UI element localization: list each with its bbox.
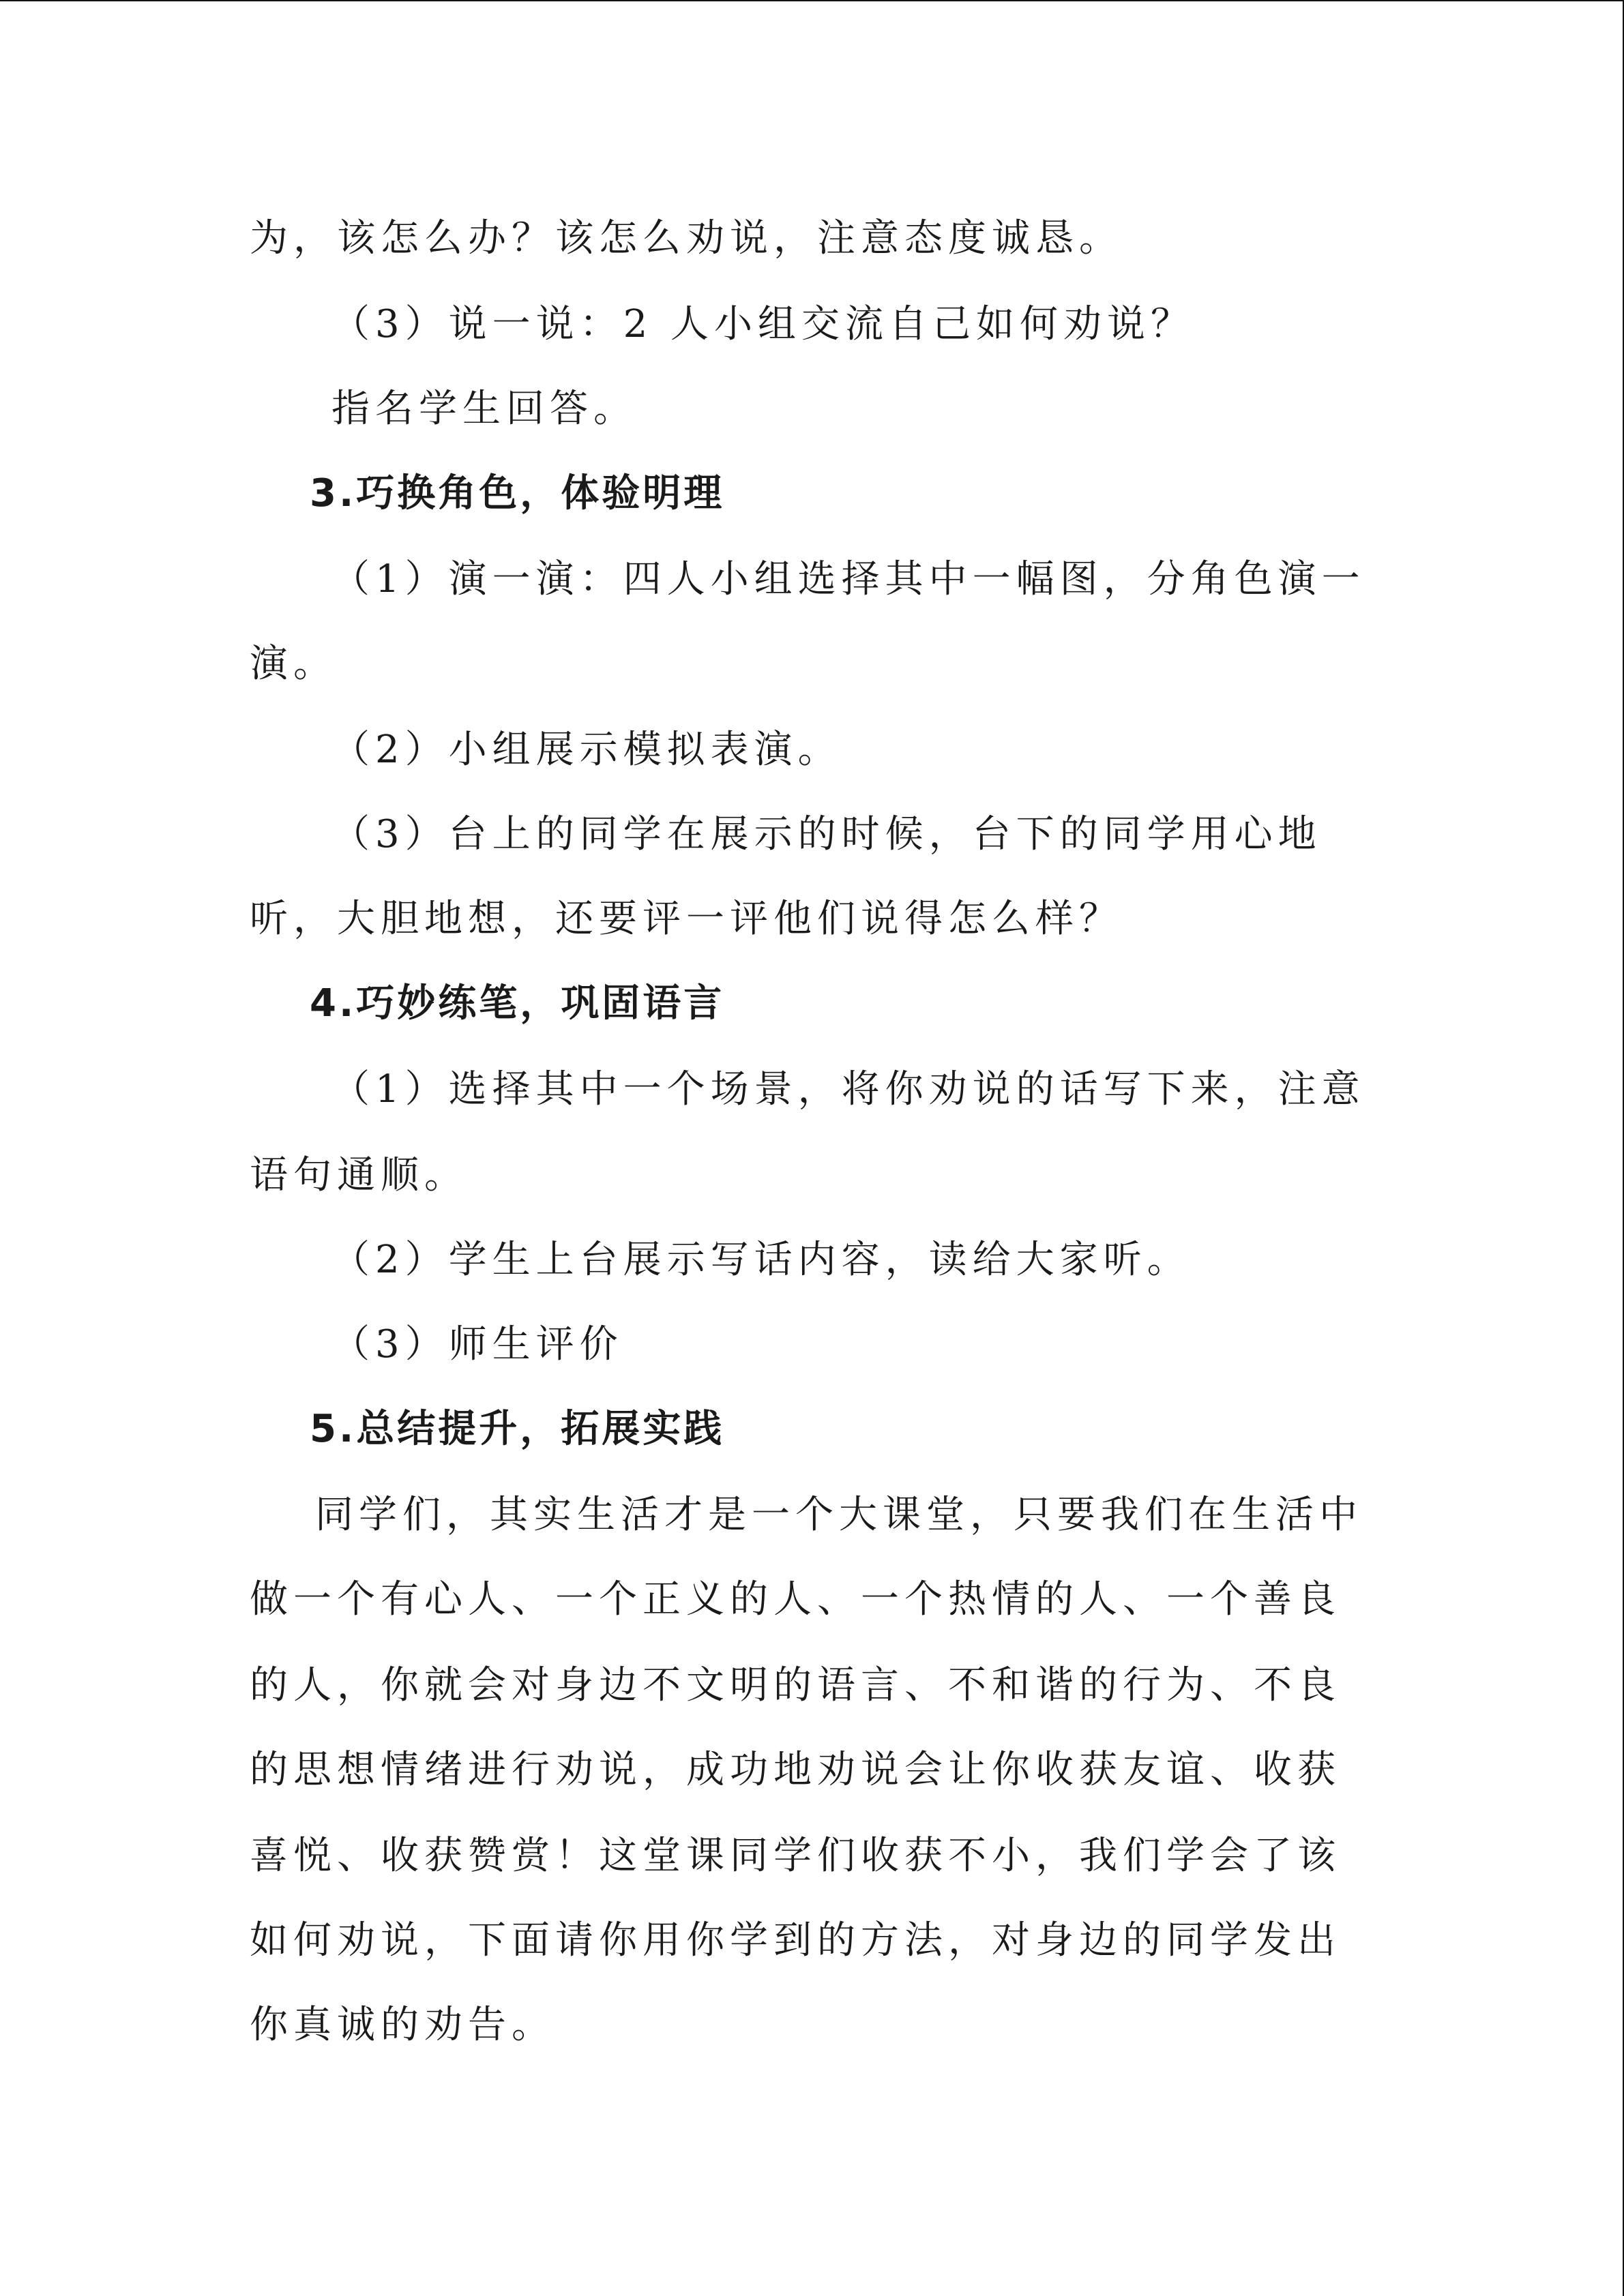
section-heading: 4.巧妙练笔，巩固语言 xyxy=(310,981,725,1026)
text-line: 做一个有心人、一个正义的人、一个热情的人、一个善良 xyxy=(250,1577,1341,1622)
text-line: 语句通顺。 xyxy=(250,1153,468,1197)
section-heading: 5.总结提升，拓展实践 xyxy=(310,1407,725,1451)
section-heading: 3.巧换角色，体验明理 xyxy=(310,471,725,516)
text-line: 指名学生回答。 xyxy=(331,387,637,431)
text-line: （2）学生上台展示写话内容，读给大家听。 xyxy=(331,1238,1191,1282)
text-line: （3）师生评价 xyxy=(331,1322,623,1367)
text-line: 的思想情绪进行劝说，成功地劝说会让你收获友谊、收获 xyxy=(250,1748,1341,1792)
text-line: 同学们，其实生活才是一个大课堂，只要我们在生活中 xyxy=(315,1493,1363,1537)
text-line: 为，该怎么办？该怎么劝说，注意态度诚恳。 xyxy=(250,216,1123,260)
text-line: （1）演一演：四人小组选择其中一幅图，分角色演一 xyxy=(331,557,1365,601)
text-line: 如何劝说，下面请你用你学到的方法，对身边的同学发出 xyxy=(250,1918,1341,1963)
text-line: 喜悦、收获赞赏！这堂课同学们收获不小，我们学会了该 xyxy=(250,1834,1341,1878)
text-line: （2）小组展示模拟表演。 xyxy=(331,728,842,772)
text-line: 的人，你就会对身边不文明的语言、不和谐的行为、不良 xyxy=(250,1663,1341,1708)
text-line: （3）说一说：2 人小组交流自己如何劝说？ xyxy=(331,302,1195,346)
text-line: 听，大胆地想，还要评一评他们说得怎么样？ xyxy=(250,897,1123,941)
text-line: （3）台上的同学在展示的时候，台下的同学用心地 xyxy=(331,812,1322,856)
text-line: 演。 xyxy=(250,642,337,686)
text-line: 你真诚的劝告。 xyxy=(250,2003,555,2047)
text-line: （1）选择其中一个场景，将你劝说的话写下来，注意 xyxy=(331,1067,1365,1112)
